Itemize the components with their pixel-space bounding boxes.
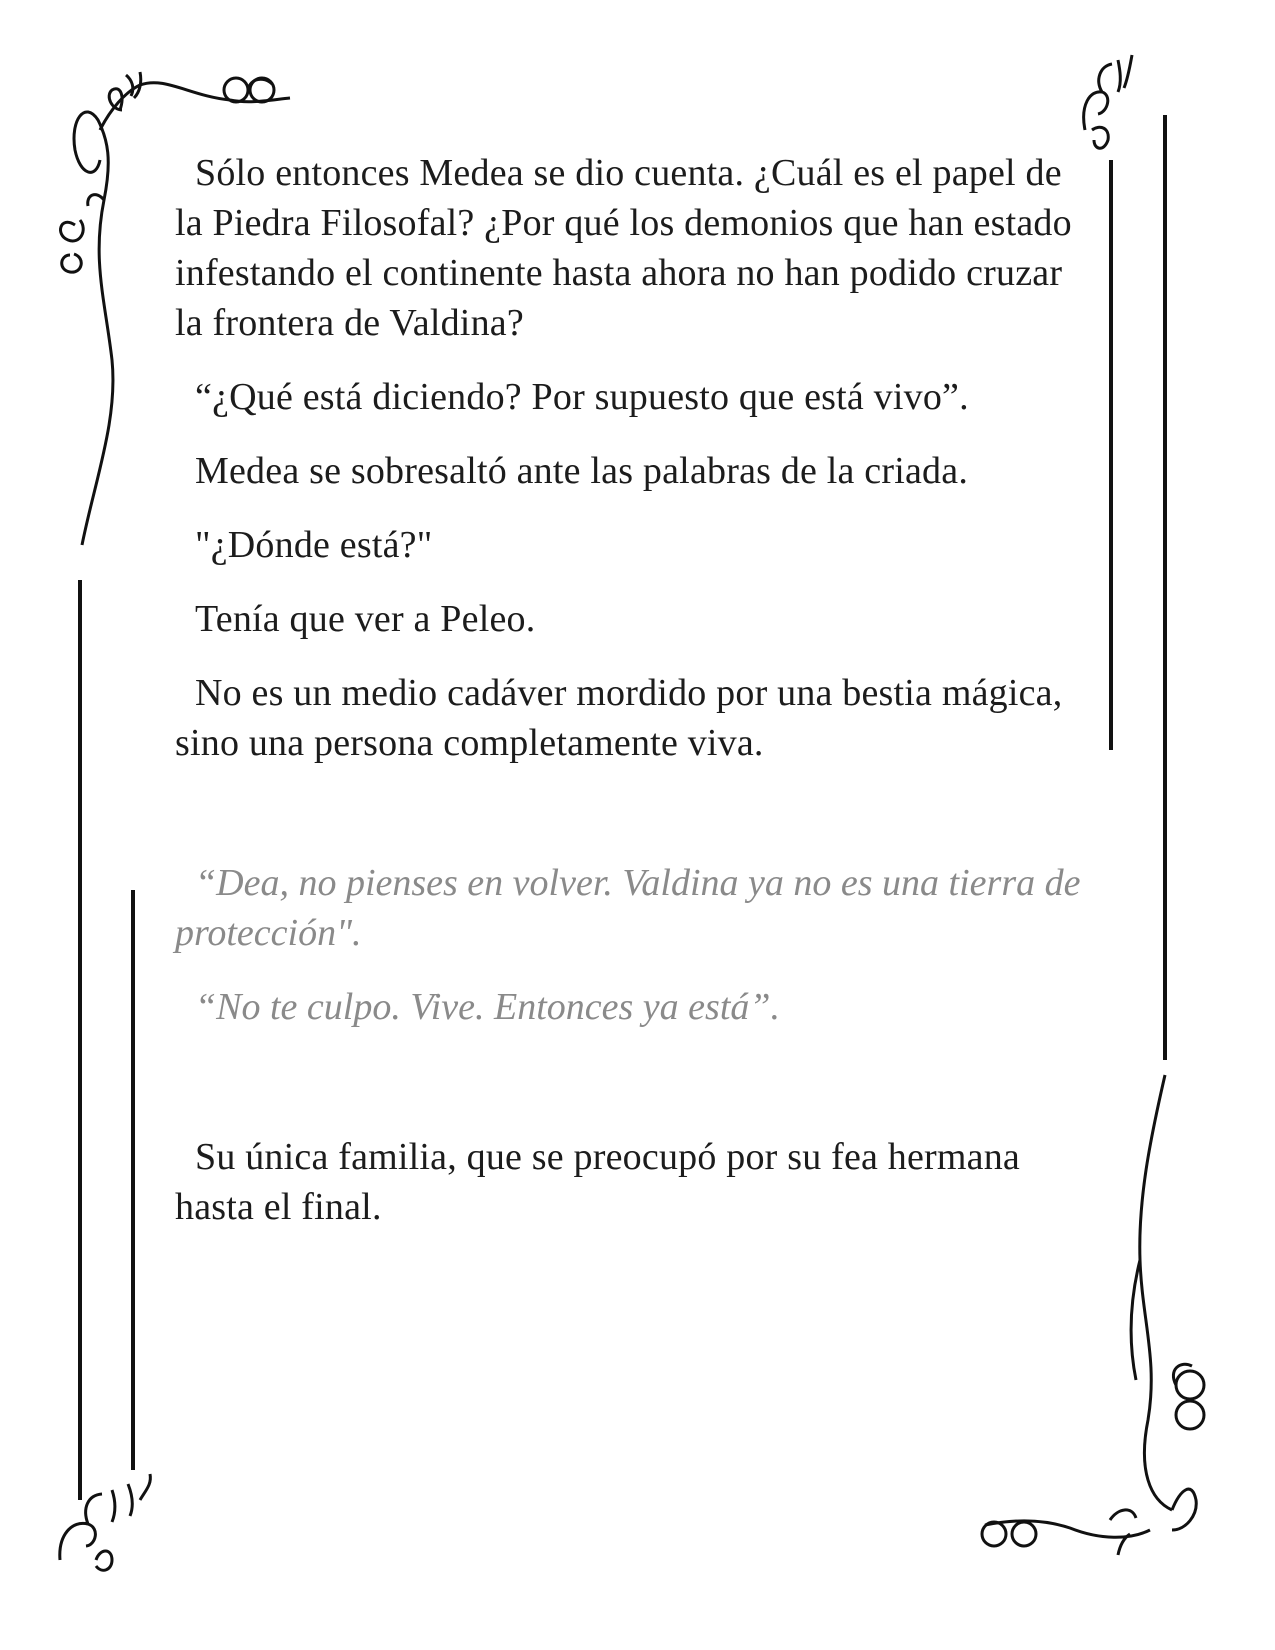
paragraph-realization: Sólo entonces Medea se dio cuenta. ¿Cuál es el papel de la Piedra Filosofal? ¿Por qué los demonios que han estado infestando el continente hasta ahora no han podido cruzar la frontera de Valdina? — [175, 152, 1072, 344]
paragraph-maid-quote: “¿Qué está diciendo? Por supuesto que está vivo”. — [195, 376, 969, 418]
memory-quote-return: “Dea, no pienses en volver. Valdina ya no es una tierra de protección". — [175, 862, 1081, 954]
paragraph-only-family: Su única familia, que se preocupó por su fea hermana hasta el final. — [175, 1136, 1020, 1228]
paragraph-where-is-he: "¿Dónde está?" — [195, 524, 433, 566]
section-spacer — [175, 768, 1095, 858]
memory-quote-live: “No te culpo. Vive. Entonces ya está”. — [195, 986, 781, 1028]
paragraph-medea-startled: Medea se sobresaltó ante las palabras de la criada. — [195, 450, 969, 492]
flourish-bottom-left-icon — [60, 1474, 151, 1570]
page-body — [175, 148, 1095, 1232]
paragraph-alive-person: No es un medio cadáver mordido por una bestia mágica, sino una persona completamente viva. — [175, 672, 1063, 764]
flourish-top-right-icon — [1084, 55, 1132, 148]
section-spacer — [175, 1056, 1095, 1132]
paragraph-see-peleo: Tenía que ver a Peleo. — [195, 598, 536, 640]
